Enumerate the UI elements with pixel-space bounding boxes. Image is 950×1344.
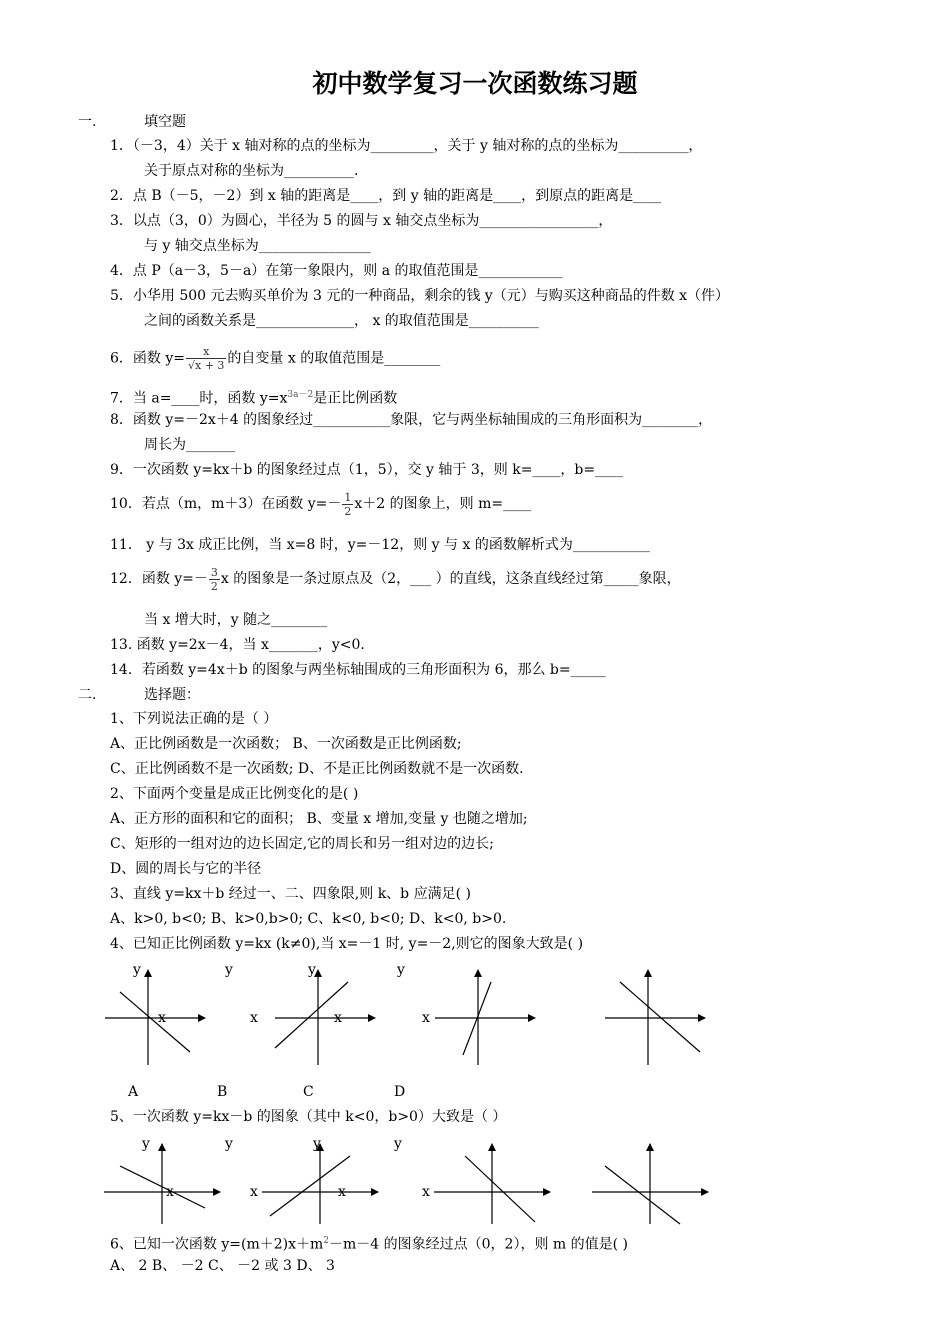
q6-fraction xyxy=(186,345,226,372)
choice2-option-c: C、矩形的一组对边的边长固定,它的周长和另一组对边的边长; xyxy=(110,836,494,852)
page-title: 初中数学复习一次函数练习题 xyxy=(312,69,638,98)
graph-d-label: D xyxy=(394,1084,406,1100)
graph-d xyxy=(605,970,705,1065)
q7-exponent: 3a－2 xyxy=(287,390,314,400)
q2: 2．点 B（－5，－2）到 x 轴的距离是____，到 y 轴的距离是____，到原点的距离是____ xyxy=(110,188,662,204)
q12-denominator: 2 xyxy=(210,579,218,593)
choice2-option-d: D、圆的周长与它的半径 xyxy=(110,861,262,877)
q1-line2: 关于原点对称的坐标为__________. xyxy=(144,163,359,179)
q8-line1: 8．函数 y=－2x＋4 的图象经过___________象限，它与两坐标轴围成的三角形面积为________， xyxy=(110,412,713,428)
q4: 4．点 P（a－3，5－a）在第一象限内，则 a 的取值范围是____________ xyxy=(110,263,563,279)
q10-numerator: 1 xyxy=(344,490,352,504)
graph5-c-y-label: y xyxy=(313,1136,321,1152)
choice6-options: A、 2 B、 －2 C、 －2 或 3 D、 3 xyxy=(110,1258,335,1274)
q7-prefix: 7．当 a=____时，函数 y=x xyxy=(110,390,288,407)
choice4-graphs xyxy=(0,960,950,1070)
graph5-d-x-label: x xyxy=(422,1184,430,1200)
choice1-question: 1、下列说法正确的是（ ） xyxy=(110,711,278,727)
q11: 11． y 与 3x 成正比例，当 x=8 时，y=－12，则 y 与 x 的函数解析式为___________ xyxy=(110,537,650,553)
q10-prefix: 10．若点（m，m＋3）在函数 y=－ xyxy=(110,496,342,512)
choice3-options: A、k>0, b<0; B、k>0,b>0; C、k<0, b<0; D、k<0, b>0. xyxy=(110,911,507,927)
q6-suffix: 的自变量 x 的取值范围是________ xyxy=(227,350,441,367)
q12-suffix: x 的图象是一条过原点及（2，___ ）的直线，这条直线经过第_____象限， xyxy=(220,571,681,587)
choice1-options-ab: A、正比例函数是一次函数； B、一次函数是正比例函数; xyxy=(110,736,462,752)
graph-a xyxy=(105,970,205,1065)
graph5-b-x-label: x xyxy=(250,1184,258,1200)
graph-a-y-label: y xyxy=(133,962,141,978)
q9: 9．一次函数 y=kx＋b 的图象经过点（1，5），交 y 轴于 3，则 k=____，b=____ xyxy=(110,462,624,478)
q10-suffix: x＋2 的图象上，则 m=____ xyxy=(354,496,532,512)
graph5-a-y-label: y xyxy=(142,1136,150,1152)
graph-a-x-label: x xyxy=(158,1010,166,1026)
q10-denominator: 2 xyxy=(344,504,352,518)
choice6-exponent: 2 xyxy=(323,1236,330,1246)
graph5-b-y-label: y xyxy=(225,1136,233,1152)
q6 xyxy=(110,345,440,372)
graph5-a-x-label: x xyxy=(166,1184,174,1200)
graph-a-label: A xyxy=(128,1084,139,1100)
section1-label: 填空题 xyxy=(144,114,186,130)
q12-line2: 当 x 增大时，y 随之________ xyxy=(144,612,328,628)
choice2-options-ab: A、正方形的面积和它的面积； B、变量 x 增加,变量 y 也随之增加; xyxy=(110,811,528,827)
q12-prefix: 12．函数 y=－ xyxy=(110,571,208,587)
q7-suffix: 是正比例函数 xyxy=(313,390,398,407)
q10-fraction xyxy=(342,491,353,518)
choice2-question: 2、下面两个变量是成正比例变化的是( ) xyxy=(110,786,359,802)
graph-d-x-label: x xyxy=(422,1010,430,1026)
choice6-prefix: 6、已知一次函数 y=(m＋2)x＋m xyxy=(110,1236,324,1253)
graph5-d-y-label: y xyxy=(394,1136,402,1152)
graph5-c-x-label: x xyxy=(338,1184,346,1200)
choice5-question: 5、一次函数 y=kx－b 的图象（其中 k<0，b>0）大致是（ ） xyxy=(110,1109,507,1125)
q5-line1: 5．小华用 500 元去购买单价为 3 元的一种商品，剩余的钱 y（元）与购买这种商品的件数 x（件） xyxy=(110,288,730,304)
graph-b-label: B xyxy=(217,1084,228,1100)
choice6-question xyxy=(110,1232,628,1254)
q6-numerator: x xyxy=(203,345,210,358)
choice1-options-cd: C、正比例函数不是一次函数; D、不是正比例函数就不是一次函数. xyxy=(110,761,524,777)
graph-c-label: C xyxy=(303,1084,314,1100)
choice3-question: 3、直线 y=kx＋b 经过一、二、四象限,则 k、b 应满足( ) xyxy=(110,886,471,902)
graph5-c xyxy=(434,1144,550,1224)
q8-line2: 周长为_______ xyxy=(144,437,235,453)
q13: 13. 函数 y=2x－4，当 x_______，y<0. xyxy=(110,637,365,653)
section2-label: 选择题： xyxy=(144,687,200,703)
q12-numerator: 3 xyxy=(210,565,218,579)
q10 xyxy=(110,490,531,518)
q6-denominator: √x + 3 xyxy=(188,359,225,372)
graph-c-x-label: x xyxy=(334,1010,342,1026)
choice4-question: 4、已知正比例函数 y=kx (k≠0),当 x=－1 时, y=－2,则它的图象大致是( ) xyxy=(110,936,584,952)
q6-prefix: 6．函数 y= xyxy=(110,350,185,367)
graph-d-y-label: y xyxy=(397,962,405,978)
q14: 14．若函数 y=4x＋b 的图象与两坐标轴围成的三角形面积为 6，那么 b=_____ xyxy=(110,662,606,678)
q1-line1: 1．（－3，4）关于 x 轴对称的点的坐标为_________，关于 y 轴对称的点的坐标为__________， xyxy=(110,138,703,154)
section1-number: 一. xyxy=(78,114,97,130)
graph-c xyxy=(435,970,535,1065)
graph5-b xyxy=(262,1144,378,1224)
choice6-suffix: －m－4 的图象经过点（0，2），则 m 的值是( ) xyxy=(329,1236,629,1253)
q12-line1 xyxy=(110,565,681,593)
graph5-d xyxy=(592,1144,708,1224)
q3-line2: 与 y 轴交点坐标为________________ xyxy=(144,238,371,254)
q7 xyxy=(110,386,397,408)
graph-b-y-label: y xyxy=(225,962,233,978)
q3-line1: 3．以点（3，0）为圆心，半径为 5 的圆与 x 轴交点坐标为_________________， xyxy=(110,213,613,229)
q12-fraction xyxy=(209,566,220,593)
q5-line2: 之间的函数关系是______________， x 的取值范围是__________ xyxy=(144,313,539,329)
graph-c-y-label: y xyxy=(308,962,316,978)
graph5-a xyxy=(104,1144,220,1224)
section2-number: 二. xyxy=(78,687,97,703)
graph-b xyxy=(275,970,375,1065)
graph-b-x-label: x xyxy=(250,1010,258,1026)
